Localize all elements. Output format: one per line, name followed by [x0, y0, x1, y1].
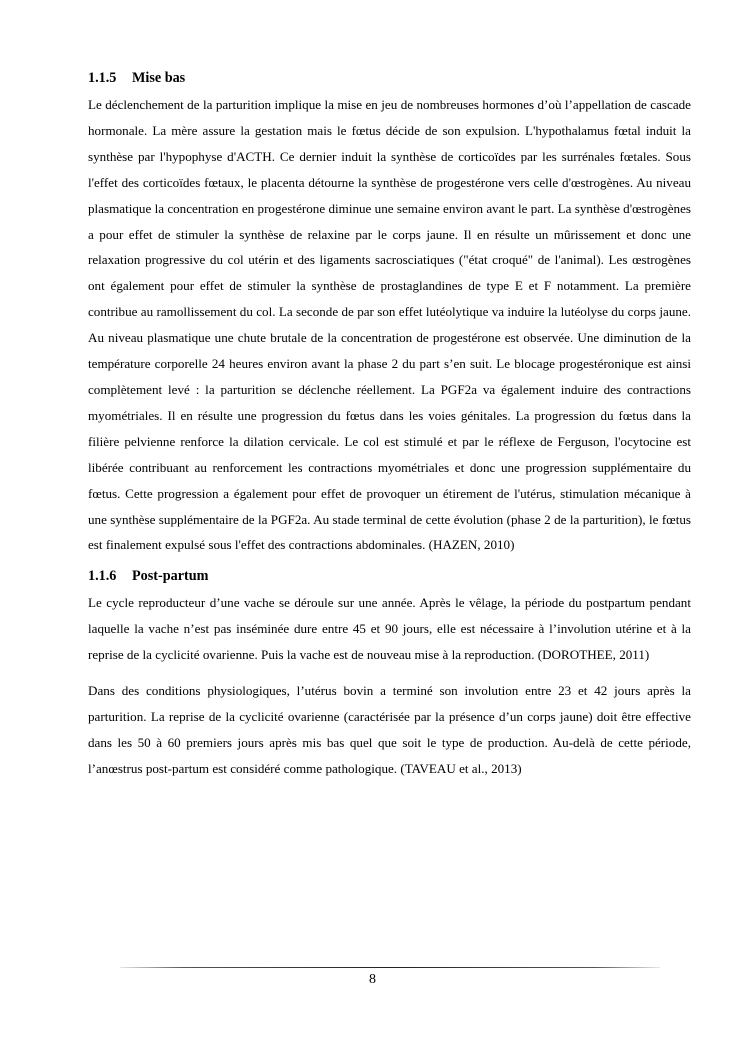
- paragraph-post-partum-2: Dans des conditions physiologiques, l’utérus bovin a terminé son involution entre 23 et 42 jours après la parturition. La reprise de la cyclicité ovarienne (caractérisée par la présence d’un corps jaune) doit être effective dans les 50 à 60 premiers jours après mis bas quel que soit le type de production. Au-delà de cette période, l’anœstrus post-partum est considéré comme pathologique. (TAVEAU et al., 2013): [88, 683, 691, 776]
- section-heading-post-partum: [88, 566, 691, 586]
- section-number: 1.1.6: [88, 568, 117, 585]
- paragraph-mise-bas: Le déclenchement de la parturition implique la mise en jeu de nombreuses hormones d’où l’appellation de cascade hormonale. La mère assure la gestation mais le fœtus décide de son expulsion. L'hypothalamus fœtal induit la synthèse par l'hypophyse d'ACTH. Ce dernier induit la synthèse de corticoïdes par les surrénales fœtales. Sous l'effet des corticoïdes fœtaux, le placenta détourne la synthèse de progestérone vers celle d'œstrogènes. Au niveau plasmatique la concentration en progestérone diminue une semaine environ avant le part. La synthèse d'œstrogènes a pour effet de stimuler la synthèse de relaxine par le corps jaune. Il en résulte un mûrissement et donc une relaxation progressive du col utérin et des ligaments sacrosciatiques ("état croqué" de l'animal). Les œstrogènes ont également pour effet de stimuler la synthèse de prostaglandines de type E et F notamment. La première contribue au ramollissement du col. La seconde de par son effet lutéolytique va induire la lutéolyse du corps jaune. Au niveau plasmatique une chute brutale de la concentration de progestérone est observée. Une diminution de la température corporelle 24 heures environ avant la phase 2 du part s’en suit. Le blocage progestéronique est ainsi complètement levé : la parturition se déclenche réellement. La PGF2a va également induire des contractions myométriales. Il en résulte une progression du fœtus dans les voies génitales. La progression du fœtus dans la filière pelvienne renforce la dilation cervicale. Le col est stimulé et par le réflexe de Ferguson, l'ocytocine est libérée contribuant au renforcement les contractions myométriales et donc une progression supplémentaire du fœtus. Cette progression a également pour effet de provoquer un étirement de l'utérus, stimulation mécanique à une synthèse supplémentaire de la PGF2a. Au stade terminal de cette évolution (phase 2 de la parturition), le fœtus est finalement expulsé sous l'effet des contractions abdominales. (HAZEN, 2010): [88, 97, 691, 553]
- page-number: 8: [369, 972, 376, 987]
- section-heading-mise-bas: [88, 68, 691, 88]
- footer-divider: [120, 967, 660, 968]
- page-content: [88, 68, 691, 782]
- section-title: Mise bas: [132, 70, 186, 86]
- section-title: Post-partum: [132, 568, 209, 585]
- section-number: 1.1.5: [88, 70, 117, 86]
- paragraph-post-partum-1: Le cycle reproducteur d’une vache se déroule sur une année. Après le vêlage, la période du postpartum pendant laquelle la vache n’est pas inséminée dure entre 45 et 90 jours, elle est nécessaire à l’involution utérine et à la reprise de la cyclicité ovarienne. Puis la vache est de nouveau mise à la reproduction. (DOROTHEE, 2011): [88, 595, 691, 663]
